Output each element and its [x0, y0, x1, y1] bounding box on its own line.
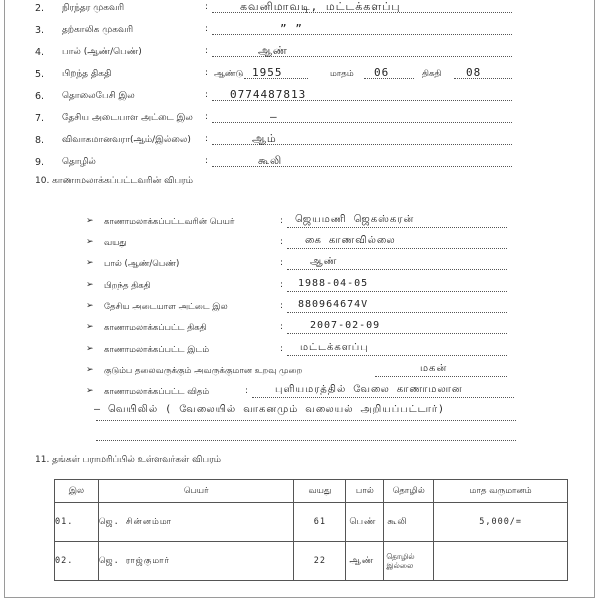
arrow-bullet-icon: ➢: [86, 365, 94, 375]
dob-year-label: ஆண்டு: [214, 69, 244, 79]
sub-value[interactable]: கை காணவில்லை: [305, 235, 396, 246]
missing-person-section-title: 10. காணாமலாக்கப்பட்டவரின் விபரம்: [35, 176, 193, 186]
sub-label: காணாமலாக்கப்பட்ட இடம்: [104, 345, 210, 355]
cell-age[interactable]: 22: [294, 542, 346, 581]
sub-value[interactable]: புளியமரத்தில் வேலை காணாமலான: [275, 384, 463, 395]
sub-label: குடும்ப தலைவருக்கும் அவருக்குமான உறவு முறை: [104, 366, 303, 376]
header-sex: பால்: [346, 480, 384, 503]
cell-income[interactable]: [434, 542, 568, 581]
missing-age: ➢ வயது : கை காணவில்லை: [0, 234, 600, 254]
field-colon: :: [205, 46, 209, 56]
cell-no[interactable]: 01.: [55, 503, 99, 542]
dotted-line: [252, 397, 514, 398]
missing-method: ➢ காணாமலாக்கப்பட்ட விதம் : புளியமரத்தில் வேலை காணாமலான: [0, 383, 600, 403]
arrow-bullet-icon: ➢: [86, 216, 94, 226]
missing-date: ➢ காணாமலாக்கப்பட்ட திகதி : 2007-02-09: [0, 319, 600, 339]
field-label: நிரந்தர முகவரி: [62, 3, 125, 13]
dotted-line: [96, 440, 516, 441]
cell-income[interactable]: 5,000/=: [434, 503, 568, 542]
dotted-line: [96, 420, 516, 421]
sub-value[interactable]: 880964674V: [298, 299, 369, 310]
dotted-line: [287, 333, 507, 334]
arrow-bullet-icon: ➢: [86, 237, 94, 247]
field-label: தொலைபேசி இல: [62, 91, 135, 101]
field-date-of-birth: [0, 66, 600, 84]
field-value[interactable]: —: [270, 110, 278, 123]
field-value[interactable]: ஆம்: [252, 132, 277, 145]
method-continuation[interactable]: – வெயிலில் ( வேலையில் வாகனமும் வலையல் அறியப்பட்டார்): [94, 404, 446, 415]
header-age: வயது: [294, 480, 346, 503]
header-no: இல: [55, 480, 99, 503]
field-phone: [0, 88, 600, 106]
cell-occupation[interactable]: தொழில் இல்லை: [384, 542, 434, 581]
field-colon: :: [205, 90, 209, 100]
arrow-bullet-icon: ➢: [86, 386, 94, 396]
cell-sex[interactable]: ஆண்: [346, 542, 384, 581]
dotted-line: [212, 166, 512, 167]
missing-sex: ➢ பால் (ஆண்/பெண்) : ஆண்: [0, 255, 600, 275]
dotted-line: [375, 376, 507, 377]
cell-sex[interactable]: பெண்: [346, 503, 384, 542]
field-number: 7.: [35, 113, 45, 124]
dotted-line: [287, 291, 507, 292]
field-permanent-address: [0, 0, 600, 18]
sub-value[interactable]: ஆண்: [310, 256, 338, 267]
field-value[interactable]: ஆண்: [258, 44, 288, 57]
table-row: [55, 542, 568, 581]
sub-label: காணாமலாக்கப்பட்டவரின் பெயர்: [104, 217, 235, 227]
sub-label: பால் (ஆண்/பெண்): [104, 259, 180, 269]
missing-place: ➢ காணாமலாக்கப்பட்ட இடம் : மட்டக்களப்பு: [0, 341, 600, 361]
missing-name: ➢ காணாமலாக்கப்பட்டவரின் பெயர் : ஜெயமணி ஜெகஸ்கரன்: [0, 213, 600, 233]
dob-day-value[interactable]: 08: [466, 66, 482, 79]
arrow-bullet-icon: ➢: [86, 344, 94, 354]
field-colon: :: [205, 2, 209, 12]
dotted-line: [454, 78, 512, 79]
header-monthly-income: மாத வருமானம்: [434, 480, 568, 503]
missing-dob: ➢ பிறந்த திகதி : 1988-04-05: [0, 277, 600, 297]
field-sex: [0, 44, 600, 62]
field-number: 4.: [35, 47, 45, 58]
sub-value[interactable]: 2007-02-09: [310, 320, 381, 331]
dob-year-value[interactable]: 1955: [252, 66, 283, 79]
field-number: 6.: [35, 91, 45, 102]
field-number: 2.: [35, 3, 45, 14]
cell-age[interactable]: 61: [294, 503, 346, 542]
sub-value[interactable]: ஜெயமணி ஜெகஸ்கரன்: [295, 214, 415, 225]
field-occupation: [0, 154, 600, 172]
dotted-line: [212, 122, 512, 123]
sub-label: தேசிய அடையாள அட்டை இல: [104, 302, 228, 312]
field-colon: :: [205, 68, 209, 78]
dotted-line: [287, 227, 507, 228]
field-colon: :: [205, 112, 209, 122]
arrow-bullet-icon: ➢: [86, 301, 94, 311]
field-number: 5.: [35, 69, 45, 80]
sub-label: காணாமலாக்கப்பட்ட விதம்: [104, 387, 210, 397]
arrow-bullet-icon: ➢: [86, 280, 94, 290]
dependents-table: [54, 479, 568, 581]
field-value[interactable]: கூலி: [258, 154, 283, 167]
field-colon: :: [205, 134, 209, 144]
sub-value[interactable]: மட்டக்களப்பு: [300, 342, 369, 353]
field-number: 3.: [35, 25, 45, 36]
table-row: [55, 503, 568, 542]
arrow-bullet-icon: ➢: [86, 322, 94, 332]
field-nic: [0, 110, 600, 128]
field-value[interactable]: 0774487813: [230, 88, 307, 101]
dependents-section-title: 11. தங்கள் பராமரிப்பில் உள்ளவர்கள் விபரம்: [35, 455, 221, 465]
field-colon: :: [205, 156, 209, 166]
dotted-line: [287, 269, 507, 270]
dotted-line: [212, 56, 512, 57]
field-label: தேசிய அடையாள அட்டை இல: [62, 113, 193, 123]
field-label: பிறந்த திகதி: [62, 69, 112, 79]
header-name: பெயர்: [98, 480, 294, 503]
sub-label: வயது: [104, 238, 127, 248]
dotted-line: [287, 355, 507, 356]
field-value[interactable]: கவனிமாவடி, மட்டக்களப்பு: [240, 0, 401, 13]
field-label: பால் (ஆண்/பெண்): [62, 47, 142, 57]
dotted-line: [287, 248, 507, 249]
cell-no[interactable]: 02.: [55, 542, 99, 581]
sub-label: காணாமலாக்கப்பட்ட திகதி: [104, 323, 207, 333]
dob-month-label: மாதம்: [330, 69, 354, 79]
field-number: 9.: [35, 157, 45, 168]
cell-name[interactable]: ஜெ. சின்னம்மா: [98, 503, 294, 542]
dotted-line: [287, 312, 507, 313]
arrow-bullet-icon: ➢: [86, 258, 94, 268]
dotted-line: [212, 34, 512, 35]
dob-day-label: திகதி: [422, 69, 442, 79]
missing-relationship: [0, 362, 600, 382]
field-married: [0, 132, 600, 150]
field-number: 8.: [35, 135, 45, 146]
sub-label: பிறந்த திகதி: [104, 281, 151, 291]
field-label: விவாகமானவரா(ஆம்/இல்லை): [62, 135, 191, 145]
header-occupation: தொழில்: [384, 480, 434, 503]
field-label: தொழில்: [62, 157, 96, 167]
field-temporary-address: [0, 22, 600, 40]
field-value[interactable]: ” ”: [280, 22, 303, 35]
sub-value[interactable]: 1988-04-05: [298, 278, 369, 289]
cell-occupation[interactable]: கூலி: [384, 503, 434, 542]
dob-month-value[interactable]: 06: [374, 66, 390, 79]
table-header-row: [55, 480, 568, 503]
missing-nic: ➢ தேசிய அடையாள அட்டை இல : 880964674V: [0, 298, 600, 318]
cell-name[interactable]: ஜெ. ராஜ்குமார்: [98, 542, 294, 581]
sub-value[interactable]: மகன்: [420, 363, 448, 374]
field-label: தற்காலிக முகவரி: [62, 25, 134, 35]
field-colon: :: [205, 24, 209, 34]
